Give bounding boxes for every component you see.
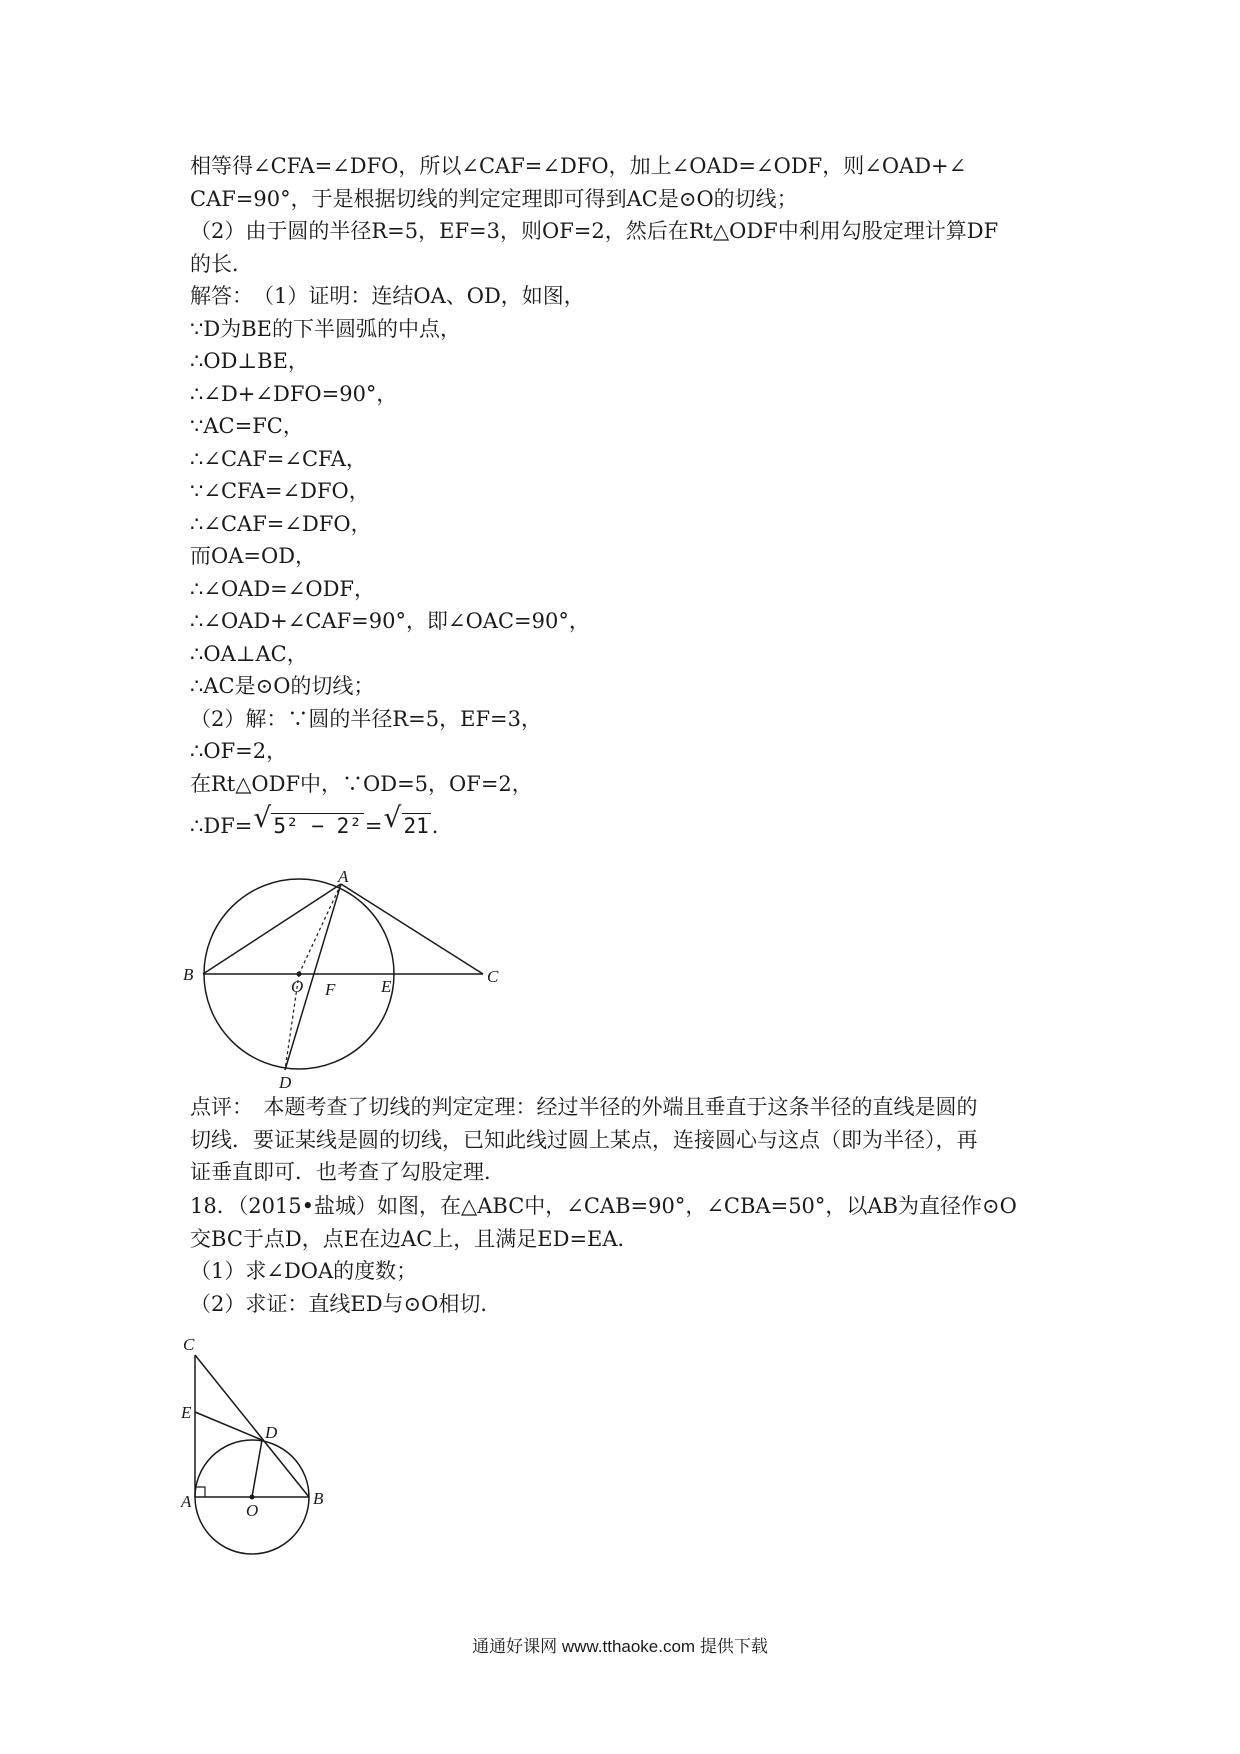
footer-credit: 通通好课网 www.tthaoke.com 提供下载	[472, 1637, 768, 1656]
text-line: （2）解：∵圆的半径R=5，EF=3，	[190, 706, 542, 731]
text-line: CAF=90°，于是根据切线的判定定理即可得到AC是⊙O的切线；	[190, 186, 798, 211]
label-f: F	[325, 980, 336, 999]
text-line: 相等得∠CFA=∠DFO，所以∠CAF=∠DFO，加上∠OAD=∠ODF，则∠OAD+∠	[190, 154, 967, 178]
text-line: ∴AC是⊙O的切线；	[190, 674, 375, 698]
label-c: C	[183, 1335, 195, 1354]
line-ac	[341, 884, 483, 974]
text-line: ∵D为BE的下半圆弧的中点，	[190, 316, 461, 341]
triangle-circle-figure	[181, 1330, 375, 1575]
text-line: （2）求证：直线ED与⊙O相切．	[190, 1291, 502, 1316]
text-line: ∴∠OAD+∠CAF=90°，即∠OAC=90°，	[190, 609, 590, 633]
review-text	[190, 1091, 1070, 1189]
problem-18	[190, 1190, 1070, 1320]
text-line: 证垂直即可．也考查了勾股定理．	[190, 1160, 505, 1184]
label-o: O	[246, 1501, 259, 1520]
label-d: D	[279, 1073, 292, 1092]
text-line: ∵∠CFA=∠DFO，	[190, 479, 370, 503]
sqrt-expression-1	[253, 800, 364, 843]
sqrt-expression-2	[383, 800, 431, 843]
line-od	[252, 1440, 262, 1497]
label-e: E	[181, 1403, 192, 1422]
text-line: ∴OD⊥BE，	[190, 349, 309, 373]
radical-sign-icon: √	[383, 800, 402, 834]
text-line: ∴∠D+∠DFO=90°，	[190, 381, 398, 406]
text-line: ∵AC=FC，	[190, 414, 304, 438]
text-line: ∴∠OAD=∠ODF，	[190, 576, 375, 601]
text-line: （1）求∠DOA的度数；	[190, 1259, 418, 1283]
text-line: 交BC于点D，点E在边AC上，且满足ED=EA．	[190, 1226, 639, 1251]
formula-prefix: ∴DF=	[190, 813, 253, 838]
solution-text	[190, 150, 1070, 842]
text-line: 点评： 本题考查了切线的判定定理：经过半径的外端且垂直于这条半径的直线是圆的	[190, 1095, 978, 1119]
text-line: 切线．要证某线是圆的切线，已知此线过圆上某点，连接圆心与这点（即为半径），再	[190, 1127, 978, 1152]
radicand-1: 5² − 2²	[273, 813, 362, 838]
text-line: 在Rt△ODF中，∵OD=5，OF=2，	[190, 771, 533, 796]
formula-equals: =	[364, 813, 383, 838]
formula-suffix: .	[431, 813, 439, 838]
label-d: D	[265, 1423, 278, 1442]
text-line: ∴∠CAF=∠CFA，	[190, 446, 367, 471]
text-line: 解答： （1）证明：连结OA、OD，如图，	[190, 284, 585, 308]
text-line: ∴∠CAF=∠DFO，	[190, 511, 372, 536]
text-line: ∴OF=2，	[190, 739, 288, 763]
text-line: ∴OA⊥AC，	[190, 641, 308, 666]
circle-tangent-figure	[183, 867, 515, 1092]
center-point	[250, 1495, 255, 1500]
label-o: O	[291, 977, 304, 996]
text-line: 18．（2015•盐城）如图，在△ABC中，∠CAB=90°，∠CBA=50°，以AB为直径作⊙O	[190, 1194, 1017, 1218]
center-point	[297, 972, 302, 977]
label-b: B	[313, 1489, 324, 1508]
label-a: A	[338, 867, 349, 886]
label-b: B	[183, 965, 194, 984]
line-cb	[195, 1355, 309, 1497]
right-angle-mark	[195, 1487, 205, 1497]
label-c: C	[487, 967, 499, 986]
radical-sign-icon: √	[253, 800, 272, 834]
text-line: 的长．	[190, 251, 253, 276]
label-e: E	[381, 977, 392, 996]
radicand-2: 21	[403, 813, 429, 838]
text-line: 而OA=OD，	[190, 544, 317, 568]
sqrt-formula-line	[190, 800, 1070, 842]
text-line: （2）由于圆的半径R=5，EF=3，则OF=2，然后在Rt△ODF中利用勾股定理计算DF	[190, 219, 999, 243]
label-a: A	[181, 1492, 192, 1511]
